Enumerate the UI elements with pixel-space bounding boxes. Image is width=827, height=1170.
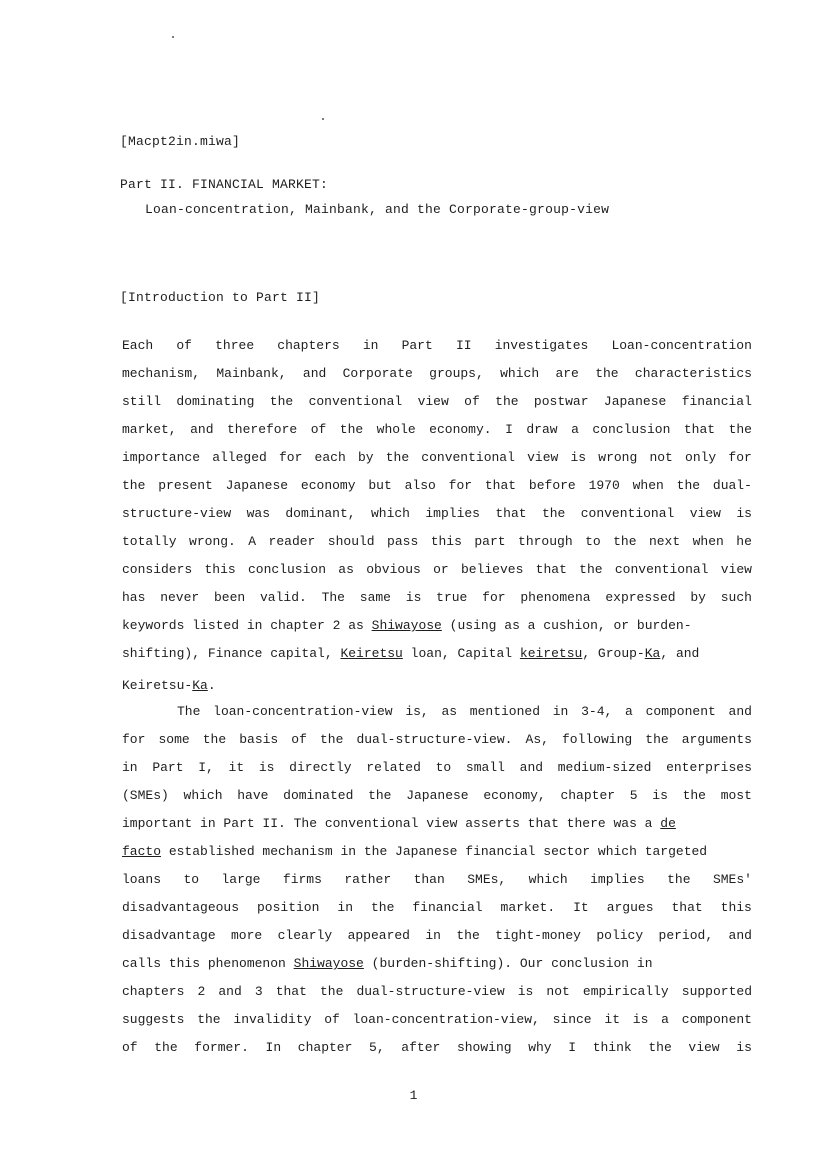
word: should	[327, 534, 375, 549]
keyword-de-facto: facto	[122, 844, 162, 859]
word: phenomena	[520, 590, 591, 605]
word: or	[433, 562, 449, 577]
word: chapter	[297, 1040, 353, 1055]
word: the	[645, 732, 669, 747]
word: not	[546, 984, 570, 999]
word: it	[604, 1012, 620, 1027]
word: the	[495, 394, 519, 409]
word: when	[632, 478, 664, 493]
word: the	[613, 534, 637, 549]
word: for	[728, 450, 752, 465]
word: for	[448, 478, 473, 493]
word: and	[728, 928, 752, 943]
word: of	[324, 1012, 340, 1027]
word: loan-concentration-view	[213, 704, 393, 719]
word: a	[661, 1012, 669, 1027]
word: for	[278, 450, 303, 465]
word: former.	[194, 1040, 249, 1055]
paragraph-line	[122, 788, 752, 804]
word: conventional	[421, 450, 515, 465]
word: next	[648, 534, 681, 549]
word: the	[728, 422, 752, 437]
word: view	[720, 562, 752, 577]
word: period,	[658, 928, 714, 943]
word: structure-view	[122, 506, 232, 521]
word: the	[648, 1040, 672, 1055]
word: is	[405, 590, 422, 605]
word: the	[197, 1012, 221, 1027]
word: the	[319, 984, 344, 999]
word: position	[257, 900, 320, 915]
word: only	[685, 450, 717, 465]
word: arguments	[681, 732, 752, 747]
word: clearly	[277, 928, 333, 943]
word: related	[366, 760, 421, 775]
word: Loan-concentration	[611, 338, 752, 353]
word: chapters	[122, 984, 185, 999]
word: such	[720, 590, 752, 605]
keyword-shiwayose: Shiwayose	[293, 956, 364, 971]
word: since	[552, 1012, 592, 1027]
word: conclusion	[592, 422, 671, 437]
word: of	[291, 732, 307, 747]
word: the	[368, 788, 392, 803]
word: in	[122, 760, 138, 775]
paragraph-line	[122, 534, 752, 550]
word: small	[465, 760, 505, 775]
word: this	[430, 534, 462, 549]
keyword-shiwayose: Shiwayose	[371, 618, 442, 633]
paragraph-line	[122, 562, 752, 578]
word: disadvantageous	[122, 900, 240, 915]
word: whole	[376, 422, 416, 437]
word: As,	[525, 732, 549, 747]
word: when	[692, 534, 724, 549]
word: II	[455, 338, 472, 353]
word: more	[231, 928, 263, 943]
word: 3-4,	[581, 704, 613, 719]
word: as	[338, 562, 354, 577]
word: the	[319, 732, 344, 747]
word: and	[519, 760, 544, 775]
word: same	[359, 590, 391, 605]
word: is	[570, 450, 587, 465]
word: I	[505, 422, 513, 437]
word: of	[310, 422, 327, 437]
word: than	[413, 872, 445, 887]
paragraph-line	[122, 338, 752, 354]
word: directly	[289, 760, 352, 775]
word: SMEs,	[467, 872, 507, 887]
word: part	[474, 534, 506, 549]
paragraph-line	[122, 394, 752, 410]
paragraph-line: shifting), Finance capital, Keiretsu loan, Capital keiretsu , Group- Ka , and	[122, 646, 700, 661]
word: considers	[122, 562, 193, 577]
word: postwar	[533, 394, 589, 409]
word: pass	[387, 534, 419, 549]
word: has	[122, 590, 146, 605]
keyword-de-facto: de	[660, 816, 676, 831]
word: this	[204, 562, 236, 577]
word: which	[370, 506, 410, 521]
word: medium-sized	[557, 760, 652, 775]
paragraph-line	[122, 422, 752, 438]
word: to	[183, 872, 200, 887]
word: for	[122, 732, 146, 747]
word: (SMEs)	[122, 788, 169, 803]
word: through	[518, 534, 573, 549]
word: following	[562, 732, 633, 747]
paragraph-line	[122, 506, 752, 522]
word: view	[688, 1040, 720, 1055]
word: true	[436, 590, 468, 605]
word: the	[676, 478, 701, 493]
word: have	[237, 788, 269, 803]
word: that	[495, 506, 527, 521]
word: present	[158, 478, 213, 493]
word: implies	[590, 872, 645, 887]
word: after	[401, 1040, 441, 1055]
word: suggests	[122, 1012, 185, 1027]
word: conventional	[580, 506, 675, 521]
word: therefore	[226, 422, 298, 437]
word: and	[302, 366, 327, 381]
word: SMEs'	[712, 872, 752, 887]
word: implies	[425, 506, 480, 521]
file-tag: [Macpt2in.miwa]	[120, 134, 241, 149]
word: policy	[596, 928, 644, 943]
paragraph-line	[122, 760, 752, 776]
word: rather	[344, 872, 392, 887]
scan-speck	[172, 36, 174, 38]
word: In	[265, 1040, 282, 1055]
word: of	[464, 394, 480, 409]
word: that	[535, 562, 567, 577]
word: by	[690, 590, 706, 605]
word: the	[202, 732, 227, 747]
word: groups,	[429, 366, 484, 381]
section-heading: [Introduction to Part II]	[120, 290, 321, 305]
word: the	[339, 422, 364, 437]
word: is	[652, 788, 668, 803]
word: The	[177, 704, 201, 719]
word: he	[736, 534, 752, 549]
word: The	[321, 590, 345, 605]
word: is	[736, 506, 752, 521]
paragraph-line: keywords listed in chapter 2 as Shiwayose (using as a cushion, or burden-	[122, 618, 692, 633]
word: Japanese	[603, 394, 667, 409]
paragraph-line	[122, 928, 752, 944]
word: still	[122, 394, 162, 409]
word: believes	[460, 562, 524, 577]
word: dual-	[712, 478, 752, 493]
keyword-ka: Ka	[192, 678, 208, 693]
word: disadvantage	[122, 928, 216, 943]
paragraph-line	[122, 450, 752, 466]
word: characteristics	[634, 366, 752, 381]
keyword-ka: Ka	[644, 646, 661, 661]
paragraph-line	[122, 590, 752, 606]
part-title: Part II. FINANCIAL MARKET:	[120, 177, 329, 192]
word: obvious	[366, 562, 421, 577]
word: 5,	[369, 1040, 385, 1055]
word: is,	[405, 704, 429, 719]
word: in	[425, 928, 441, 943]
paragraph-line	[122, 872, 752, 888]
word: it	[228, 760, 245, 775]
word: but	[368, 478, 392, 493]
word: was	[246, 506, 270, 521]
paragraph-line: calls this phenomenon Shiwayose (burden-shifting). Our conclusion in	[122, 956, 653, 971]
word: why	[528, 1040, 552, 1055]
word: tight-money	[495, 928, 581, 943]
word: the	[541, 506, 566, 521]
word: financial	[412, 900, 483, 915]
word: mechanism,	[122, 366, 201, 381]
word: Mainbank,	[216, 366, 287, 381]
word: also	[404, 478, 436, 493]
word: for	[482, 590, 506, 605]
word: economy	[300, 478, 356, 493]
word: view	[689, 506, 721, 521]
word: 1970	[588, 478, 620, 493]
paragraph-line	[122, 900, 752, 916]
word: Part	[401, 338, 433, 353]
word: not	[649, 450, 673, 465]
word: showing	[456, 1040, 512, 1055]
word: reader	[268, 534, 316, 549]
word: that	[484, 478, 517, 493]
word: Corporate	[342, 366, 413, 381]
word: investigates	[494, 338, 589, 353]
scan-speck	[322, 118, 324, 120]
word: the	[154, 1040, 178, 1055]
paragraph-line: important in Part II. The conventional view asserts that there was a de	[122, 816, 676, 831]
word: loans	[122, 872, 162, 887]
word: the	[122, 478, 146, 493]
word: dominated	[283, 788, 354, 803]
word: dual-structure-view	[356, 984, 505, 999]
word: invalidity	[233, 1012, 312, 1027]
page-number: 1	[409, 1088, 418, 1103]
word: argues	[606, 900, 654, 915]
word: wrong	[598, 450, 638, 465]
word: is	[736, 1040, 752, 1055]
word: which	[500, 366, 540, 381]
word: chapter	[560, 788, 616, 803]
word: Japanese	[225, 478, 289, 493]
word: that	[683, 422, 716, 437]
word: valid.	[259, 590, 307, 605]
word: draw	[526, 422, 558, 437]
paragraph-line	[122, 704, 752, 720]
word: dual-structure-view.	[356, 732, 513, 747]
word: conclusion	[248, 562, 327, 577]
word: Japanese	[406, 788, 469, 803]
word: and	[218, 984, 242, 999]
word: which	[183, 788, 223, 803]
word: component	[681, 1012, 752, 1027]
word: is	[258, 760, 275, 775]
word: chapters	[277, 338, 340, 353]
word: Part	[152, 760, 184, 775]
word: in	[337, 900, 353, 915]
word: the	[579, 562, 603, 577]
word: importance	[122, 450, 201, 465]
paragraph-line: facto established mechanism in the Japanese financial sector which targeted	[122, 844, 708, 859]
word: and	[190, 422, 214, 437]
word: large	[221, 872, 261, 887]
word: of	[176, 338, 192, 353]
word: is	[632, 1012, 649, 1027]
word: expressed	[605, 590, 676, 605]
word: is	[517, 984, 534, 999]
word: the	[682, 788, 706, 803]
word: economy.	[429, 422, 492, 437]
word: most	[720, 788, 752, 803]
word: empirically	[582, 984, 669, 999]
word: in	[552, 704, 569, 719]
word: that	[275, 984, 307, 999]
word: enterprises	[666, 760, 752, 775]
word: the	[385, 450, 410, 465]
word: 3	[254, 984, 263, 999]
paragraph-line: Keiretsu- Ka .	[122, 678, 216, 693]
word: conventional	[614, 562, 709, 577]
word: I,	[198, 760, 214, 775]
word: are	[555, 366, 579, 381]
paragraph-line	[122, 366, 752, 382]
word: a	[625, 704, 633, 719]
word: in	[362, 338, 379, 353]
word: three	[215, 338, 255, 353]
word: think	[592, 1040, 632, 1055]
word: 5	[629, 788, 638, 803]
paragraph-line	[122, 478, 752, 494]
word: loan-concentration-view,	[352, 1012, 540, 1027]
word: the	[370, 900, 395, 915]
part-subtitle: Loan-concentration, Mainbank, and the Corporate-group-view	[145, 202, 610, 217]
word: been	[213, 590, 246, 605]
word: firms	[282, 872, 322, 887]
word: a	[571, 422, 579, 437]
word: totally	[122, 534, 177, 549]
word: alleged	[212, 450, 267, 465]
word: market.	[500, 900, 556, 915]
word: the	[456, 928, 480, 943]
word: some	[158, 732, 190, 747]
word: dominant,	[285, 506, 356, 521]
word: never	[160, 590, 200, 605]
word: as	[441, 704, 458, 719]
word: Each	[122, 338, 154, 353]
word: conventional	[308, 394, 403, 409]
word: It	[573, 900, 589, 915]
paragraph-line	[122, 1040, 752, 1056]
word: the	[667, 872, 691, 887]
word: mentioned	[469, 704, 541, 719]
word: that	[671, 900, 703, 915]
word: wrong.	[189, 534, 236, 549]
word: basis	[239, 732, 279, 747]
paragraph-line	[122, 732, 752, 748]
word: economy,	[483, 788, 546, 803]
paragraph-line	[122, 1012, 752, 1028]
word: and	[728, 704, 752, 719]
word: I	[568, 1040, 577, 1055]
word: 2	[197, 984, 206, 999]
keyword-keiretsu: keiretsu	[519, 646, 583, 661]
word: A	[248, 534, 257, 549]
word: dominating	[176, 394, 255, 409]
word: market,	[122, 422, 177, 437]
word: to	[435, 760, 452, 775]
word: the	[595, 366, 619, 381]
word: appeared	[347, 928, 410, 943]
keyword-keiretsu: Keiretsu	[340, 646, 403, 661]
word: before	[528, 478, 576, 493]
word: component	[645, 704, 716, 719]
word: the	[269, 394, 294, 409]
word: of	[122, 1040, 138, 1055]
word: which	[528, 872, 568, 887]
word: view	[527, 450, 559, 465]
word: this	[720, 900, 752, 915]
word: supported	[681, 984, 752, 999]
paragraph-line	[122, 984, 752, 1000]
word: each	[314, 450, 346, 465]
word: by	[357, 450, 374, 465]
word: view	[417, 394, 449, 409]
word: to	[585, 534, 601, 549]
word: financial	[681, 394, 752, 409]
